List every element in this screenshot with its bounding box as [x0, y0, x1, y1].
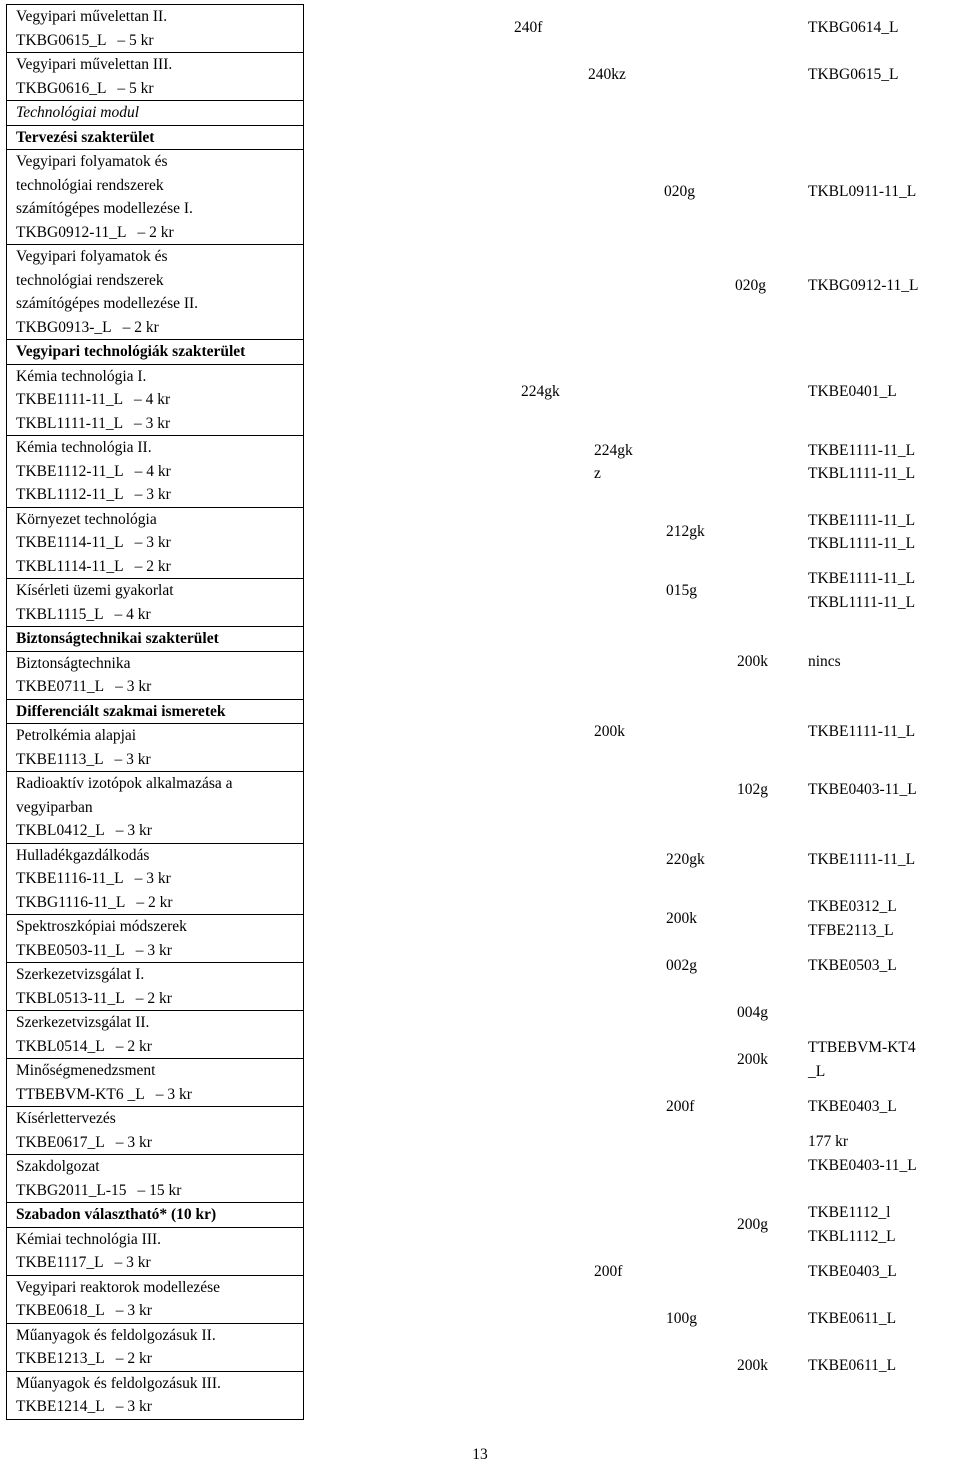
course-code: TKBE1112-11_L: [16, 462, 124, 480]
course-code: TKBE1116-11_L: [16, 870, 124, 887]
course-cell: [7, 507, 304, 579]
credit-value: – 3 kr: [114, 750, 151, 768]
course-cell: [7, 150, 304, 245]
course-code: TKBL0514_L: [16, 1037, 105, 1055]
course-code: TKBE0711_L: [16, 678, 105, 695]
semester-code: 240kz: [588, 65, 626, 83]
table-row: [7, 245, 947, 340]
table-row: [7, 915, 947, 963]
course-code: számítógépes modellezése II.: [16, 295, 199, 312]
course-code: TKBE1111-11_L: [16, 391, 124, 408]
credit-value: – 2 kr: [136, 893, 173, 911]
course-code: technológiai rendszerek: [16, 176, 164, 194]
semester-code: 004g: [737, 1003, 768, 1021]
section-heading: Biztonságtechnikai szakterület: [16, 630, 219, 647]
code-cell: [304, 507, 795, 579]
code-cell: [304, 1059, 795, 1107]
course-code: TKBL0513-11_L: [16, 989, 125, 1007]
prerequisite: TKBE0503_L: [808, 956, 897, 974]
table-row: [7, 1323, 947, 1371]
course-name: Petrolkémia alapjai: [16, 727, 137, 744]
course-name: Kémia technológia I.: [16, 367, 147, 385]
course-name: Műanyagok és feldolgozásuk II.: [16, 1326, 216, 1344]
course-name: Vegyipari reaktorok modellezése: [16, 1278, 220, 1296]
table-row: [7, 1371, 947, 1419]
course-code: TTBEBVM-KT6 _L: [16, 1085, 145, 1103]
course-code: TKBL1112-11_L: [16, 486, 124, 503]
table-row: [7, 1275, 947, 1323]
semester-code: 224gk z: [594, 441, 633, 482]
course-name: Hulladékgazdálkodás: [16, 846, 150, 864]
code-cell: [304, 1371, 795, 1419]
section-row: [7, 125, 947, 150]
code-cell: [304, 963, 795, 1011]
prerequisite: TKBE1111-11_L: [808, 851, 916, 869]
section-heading: Szabadon választható* (10 kr): [16, 1206, 217, 1223]
course-cell: [7, 843, 304, 915]
prerequisite: TKBG0912-11_L: [808, 277, 919, 295]
course-code: TKBE0503-11_L: [16, 941, 125, 959]
course-name: Radioaktív izotópok alkalmazása a: [16, 775, 233, 792]
course-code: TKBG0912-11_L: [16, 223, 127, 241]
course-name: Kísérlettervezés: [16, 1110, 116, 1127]
semester-code: 015g: [666, 581, 697, 599]
course-code: vegyiparban: [16, 798, 93, 816]
credit-value: – 2 kr: [115, 1350, 152, 1367]
code-cell: [304, 340, 795, 365]
prerequisite: TKBE1111-11_L TKBL1111-11_L: [808, 441, 916, 482]
course-cell: [7, 1155, 304, 1203]
course-name: Vegyipari művelettan II.: [16, 8, 168, 25]
code-cell: [304, 843, 795, 915]
course-code: TKBG0913-_L: [16, 318, 112, 336]
code-cell: [304, 436, 795, 508]
course-cell: [7, 772, 304, 844]
course-code: TKBL0412_L: [16, 822, 105, 839]
credit-value: – 3 kr: [115, 1133, 152, 1151]
prerequisite: TKBE1111-11_L TKBL1111-11_L: [808, 570, 916, 611]
table-row: [7, 364, 947, 436]
table-row: [7, 1155, 947, 1203]
course-name: Műanyagok és feldolgozásuk III.: [16, 1374, 221, 1392]
prereq-cell: [795, 1371, 947, 1419]
prereq-cell: [795, 340, 947, 365]
prereq-cell: [795, 125, 947, 150]
prerequisite: TKBE1111-11_L: [808, 722, 916, 740]
credit-value: – 2 kr: [134, 557, 171, 575]
course-code: TKBE1113_L: [16, 750, 104, 768]
prerequisite: TKBE0611_L: [808, 1356, 897, 1374]
course-name: Biztonságtechnika: [16, 654, 131, 672]
table-row: [7, 963, 947, 1011]
semester-code: 002g: [666, 956, 697, 974]
course-cell: [7, 436, 304, 508]
section-heading: Tervezési szakterület: [16, 128, 155, 146]
credit-value: – 15 kr: [137, 1181, 182, 1199]
course-cell: [7, 5, 304, 53]
code-cell: [304, 1275, 795, 1323]
course-cell: [7, 1011, 304, 1059]
code-cell: [304, 699, 795, 724]
course-cell: [7, 963, 304, 1011]
prerequisite: TKBE0611_L: [808, 1309, 897, 1327]
code-cell: [304, 125, 795, 150]
course-cell: [7, 579, 304, 627]
semester-code: 020g: [664, 183, 695, 201]
course-name: Minőségmenedzsment: [16, 1062, 156, 1079]
credit-value: – 3 kr: [135, 941, 172, 959]
course-name: Vegyipari folyamatok és: [16, 153, 168, 170]
table-row: [7, 724, 947, 772]
table-row: [7, 1107, 947, 1155]
credit-value: – 2 kr: [115, 1037, 152, 1055]
semester-code: 200g: [737, 1215, 768, 1233]
code-cell: [304, 1107, 795, 1155]
code-cell: [304, 627, 795, 652]
prereq-cell: [795, 627, 947, 652]
module-heading: Technológiai modul: [16, 104, 140, 121]
semester-code: 200f: [594, 1262, 623, 1280]
course-cell: [7, 1323, 304, 1371]
credit-value: – 2 kr: [122, 318, 159, 336]
semester-code: 200k: [737, 1050, 768, 1068]
code-cell: [304, 651, 795, 699]
course-code: TKBE0618_L: [16, 1302, 105, 1319]
code-cell: [304, 1011, 795, 1059]
table-row: [7, 1227, 947, 1275]
code-cell: [304, 579, 795, 627]
course-name: Környezet technológia: [16, 510, 157, 528]
prerequisite: TKBE1112_l TKBL1112_L: [808, 1204, 896, 1245]
prerequisite: TKBE0401_L: [808, 383, 897, 401]
course-name: Vegyipari folyamatok és: [16, 248, 168, 265]
section-row: [7, 699, 947, 724]
course-name: Szakdolgozat: [16, 1158, 100, 1175]
section-row: [7, 1203, 947, 1228]
table-row: [7, 507, 947, 579]
course-code: számítógépes modellezése I.: [16, 200, 193, 217]
table-row: [7, 579, 947, 627]
semester-code: 224gk: [521, 383, 560, 401]
course-name: Kémiai technológia III.: [16, 1230, 162, 1248]
table-row: [7, 53, 947, 101]
prerequisite: TKBG0614_L: [808, 18, 899, 36]
prerequisite: TKBE0403-11_L: [808, 781, 917, 799]
credit-value: – 2 kr: [137, 223, 174, 241]
course-code: TKBE0617_L: [16, 1133, 105, 1151]
course-name: Szerkezetvizsgálat I.: [16, 966, 145, 983]
semester-code: 220gk: [666, 851, 705, 869]
code-cell: [304, 245, 795, 340]
course-name: Vegyipari művelettan III.: [16, 56, 173, 73]
credit-value: – 3 kr: [134, 414, 171, 432]
credit-value: – 3 kr: [155, 1085, 192, 1103]
course-cell: [7, 245, 304, 340]
course-cell: [7, 1107, 304, 1155]
page-number: 13: [472, 1446, 488, 1463]
prerequisite: TKBE0312_L TFBE2113_L: [808, 898, 897, 939]
code-cell: [304, 1323, 795, 1371]
credit-value: – 3 kr: [115, 1398, 152, 1415]
prerequisite: TKBG0615_L: [808, 65, 899, 83]
course-code: technológiai rendszerek: [16, 271, 164, 289]
course-cell: [7, 651, 304, 699]
course-cell: [7, 53, 304, 101]
course-code: TKBE1114-11_L: [16, 534, 124, 551]
code-cell: [304, 1227, 795, 1275]
course-cell: [7, 1227, 304, 1275]
semester-code: 212gk: [666, 523, 705, 541]
course-code: TKBG0615_L: [16, 31, 107, 49]
table-row: [7, 1059, 947, 1107]
course-cell: [7, 1059, 304, 1107]
table-row: [7, 436, 947, 508]
credit-value: – 3 kr: [114, 1254, 151, 1271]
course-code: TKBG1116-11_L: [16, 893, 126, 911]
course-code: TKBE1213_L: [16, 1350, 105, 1367]
code-cell: [304, 53, 795, 101]
semester-code: 020g: [735, 277, 766, 295]
section-row: [7, 340, 947, 365]
course-cell: [7, 364, 304, 436]
credit-value: – 4 kr: [114, 605, 151, 623]
prerequisite: TKBE0403_L: [808, 1097, 897, 1115]
credit-value: – 3 kr: [134, 534, 171, 551]
table-row: [7, 772, 947, 844]
prerequisite: TKBE0403_L: [808, 1262, 897, 1280]
prerequisite: 177 kr TKBE0403-11_L: [808, 1133, 917, 1174]
course-code: TKBG2011_L-15: [16, 1181, 127, 1199]
table-row: [7, 1011, 947, 1059]
code-cell: [304, 772, 795, 844]
code-cell: [304, 915, 795, 963]
course-code: TKBL1111-11_L: [16, 414, 124, 432]
section-heading: Differenciált szakmai ismeretek: [16, 702, 226, 720]
credit-value: – 3 kr: [134, 486, 171, 503]
code-cell: [304, 101, 795, 126]
table-row: [7, 150, 947, 245]
semester-code: 200k: [666, 909, 697, 927]
curriculum-table: [6, 4, 947, 1420]
course-name: Kémia technológia II.: [16, 439, 152, 456]
credit-value: – 3 kr: [115, 678, 152, 695]
credit-value: – 4 kr: [134, 391, 171, 408]
credit-value: – 5 kr: [117, 79, 154, 97]
code-cell: [304, 5, 795, 53]
semester-code: 200k: [737, 1356, 768, 1374]
section-heading: Vegyipari technológiák szakterület: [16, 343, 246, 360]
credit-value: – 2 kr: [135, 989, 172, 1007]
code-cell: [304, 1155, 795, 1203]
section-row: [7, 627, 947, 652]
semester-code: 200k: [594, 722, 625, 740]
course-name: Szerkezetvizsgálat II.: [16, 1014, 150, 1031]
credit-value: – 3 kr: [115, 1302, 152, 1319]
table-row: [7, 843, 947, 915]
prerequisite: TKBE1111-11_L TKBL1111-11_L: [808, 511, 916, 552]
course-name: Kísérleti üzemi gyakorlat: [16, 582, 174, 599]
semester-code: 240f: [514, 18, 543, 36]
course-name: Spektroszkópiai módszerek: [16, 918, 187, 935]
prerequisite: TKBL0911-11_L: [808, 183, 917, 201]
prereq-cell: [795, 101, 947, 126]
credit-value: – 3 kr: [115, 822, 152, 839]
course-code: TKBG0616_L: [16, 79, 107, 97]
course-cell: [7, 915, 304, 963]
code-cell: [304, 724, 795, 772]
course-cell: [7, 724, 304, 772]
course-code: TKBL1115_L: [16, 605, 104, 623]
code-cell: [304, 1203, 795, 1228]
code-cell: [304, 150, 795, 245]
semester-code: 200k: [737, 652, 768, 670]
semester-code: 200f: [666, 1097, 695, 1115]
table-row: [7, 651, 947, 699]
credit-value: – 3 kr: [134, 870, 171, 887]
course-code: TKBE1117_L: [16, 1254, 104, 1271]
course-code: TKBE1214_L: [16, 1398, 105, 1415]
course-code: TKBL1114-11_L: [16, 557, 124, 575]
prerequisite: nincs: [808, 652, 841, 670]
course-cell: [7, 1275, 304, 1323]
course-cell: [7, 1371, 304, 1419]
credit-value: – 4 kr: [134, 462, 171, 480]
credit-value: – 5 kr: [117, 31, 154, 49]
semester-code: 102g: [737, 781, 768, 799]
prerequisite: TTBEBVM-KT4 _L: [808, 1039, 916, 1080]
table-row: [7, 5, 947, 53]
semester-code: 100g: [666, 1309, 697, 1327]
section-row: [7, 101, 947, 126]
